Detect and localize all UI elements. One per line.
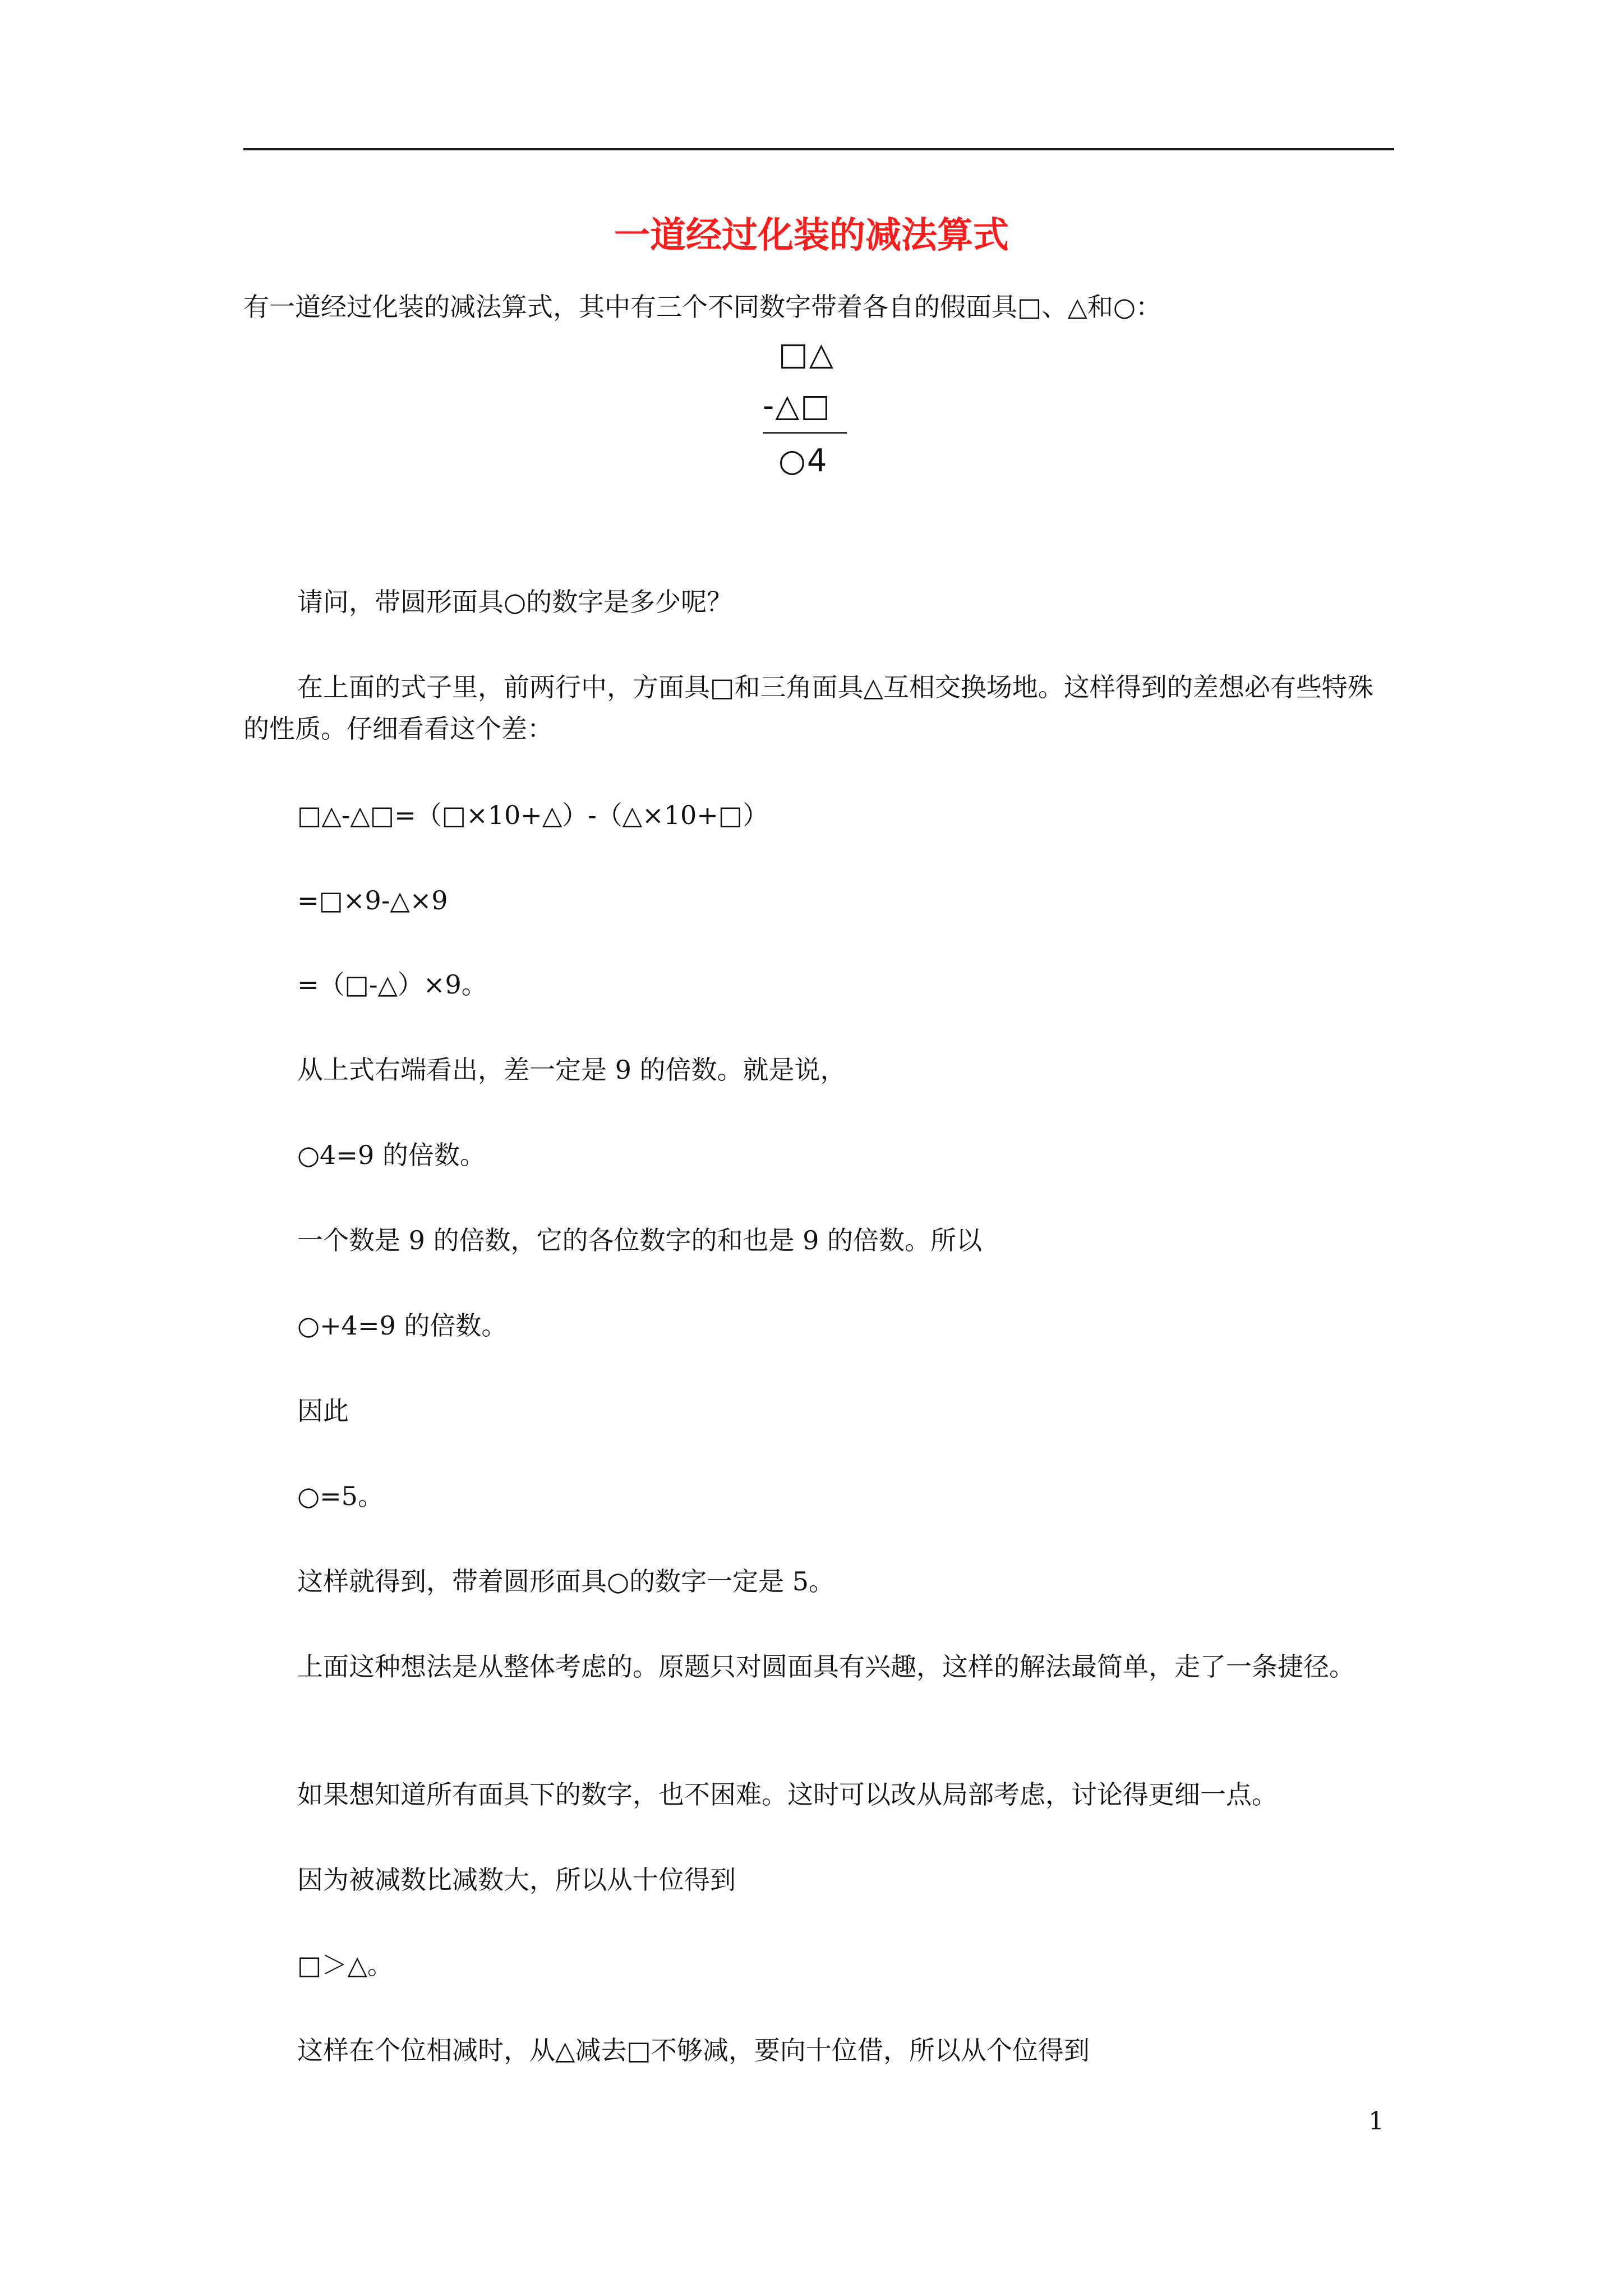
paragraph: 一个数是 9 的倍数，它的各位数字的和也是 9 的倍数。所以 xyxy=(297,1225,983,1255)
paragraph: =□×9-△×9 xyxy=(297,885,448,915)
paragraph: 这样就得到，带着圆形面具○的数字一定是 5。 xyxy=(297,1566,835,1596)
paragraph: 这样在个位相减时，从△减去□不够减，要向十位借，所以从个位得到 xyxy=(297,2035,1090,2065)
equation-subtrahend: -△□ xyxy=(763,388,832,424)
paragraph: □△-△□=（□×10+△）-（△×10+□） xyxy=(297,800,769,830)
subtraction-equation xyxy=(758,334,865,486)
document-title: 一道经过化装的减法算式 xyxy=(614,214,1009,256)
equation-minuend: □△ xyxy=(778,336,834,372)
paragraph: ○4=9 的倍数。 xyxy=(297,1140,486,1170)
paragraph: 请问，带圆形面具○的数字是多少呢？ xyxy=(297,587,733,617)
paragraph: □＞△。 xyxy=(297,1950,393,1980)
paragraph: =（□-△）×9。 xyxy=(297,969,487,1000)
paragraph: 因此 xyxy=(297,1396,349,1426)
paragraph: 如果想知道所有面具下的数字，也不困难。这时可以改从局部考虑，讨论得更细一点。 xyxy=(297,1779,1278,1810)
intro-paragraph: 有一道经过化装的减法算式，其中有三个不同数字带着各自的假面具□、△和○： xyxy=(243,292,1161,322)
equation-rule xyxy=(763,432,847,434)
paragraph: ○=5。 xyxy=(297,1481,384,1511)
paragraph: 上面这种想法是从整体考虑的。原题只对圆面具有兴趣，这样的解法最简单，走了一条捷径。 xyxy=(297,1651,1355,1682)
page-number: 1 xyxy=(1368,2107,1384,2136)
paragraph: 因为被减数比减数大，所以从十位得到 xyxy=(297,1865,736,1895)
equation-result: ○4 xyxy=(778,443,828,479)
header-rule xyxy=(243,148,1394,150)
paragraph: 在上面的式子里，前两行中，方面具□和三角面具△互相交换场地。这样得到的差想必有些特殊的性质。仔细看看这个差： xyxy=(243,672,1373,744)
paragraph: 从上式右端看出，差一定是 9 的倍数。就是说， xyxy=(297,1055,846,1085)
paragraph: ○+4=9 的倍数。 xyxy=(297,1310,508,1341)
